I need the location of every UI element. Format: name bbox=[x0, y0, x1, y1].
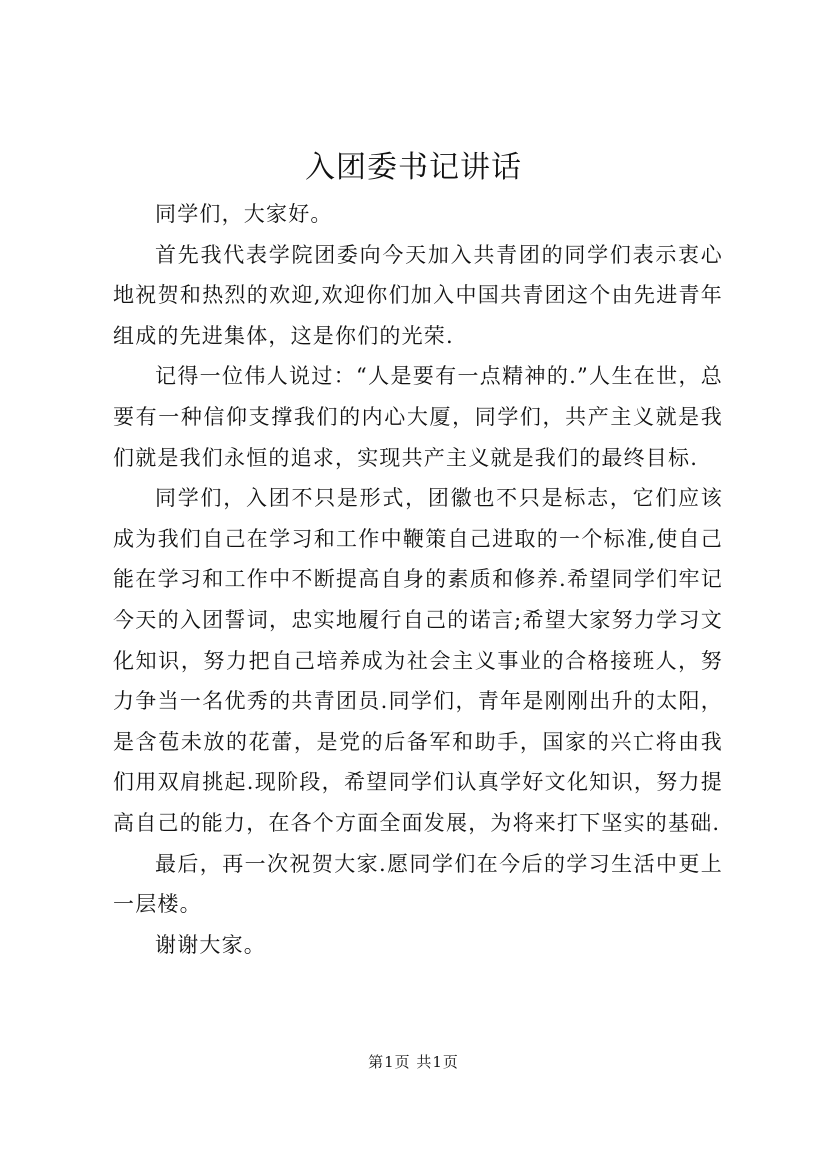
paragraph-thanks: 谢谢大家。 bbox=[155, 932, 266, 957]
paragraph-welcome: 首先我代表学院团委向今天加入共青团的同学们表示衷心地祝贺和热烈的欢迎,欢迎你们加入中国共青团这个由先进青年组成的先进集体，这是你们的光荣. bbox=[113, 242, 723, 348]
paragraph-closing: 最后，再一次祝贺大家.愿同学们在今后的学习生活中更上一层楼。 bbox=[113, 851, 723, 917]
document-title: 入团委书记讲话 bbox=[305, 150, 522, 185]
document-body bbox=[113, 194, 723, 965]
paragraph-quote: 记得一位伟人说过：“人是要有一点精神的.”人生在世，总要有一种信仰支撑我们的内心大厦，同学们，共产主义就是我们就是我们永恒的追求，实现共产主义就是我们的最终目标. bbox=[113, 364, 723, 470]
paragraph-expectations: 同学们，入团不只是形式，团徽也不只是标志，它们应该成为我们自己在学习和工作中鞭策自己进取的一个标准,使自己能在学习和工作中不断提高自身的素质和修养.希望同学们牢记今天的入团誓词，忠实地履行自己的诺言;希望大家努力学习文化知识，努力把自己培养成为社会主义事业的合格接班人，努力争当一名优秀的共青团员.同学们，青年是刚刚出升的太阳，是含苞未放的花蕾，是党的后备军和助手，国家的兴亡将由我们用双肩挑起.现阶段，希望同学们认真学好文化知识，努力提高自己的能力，在各个方面全面发展，为将来打下坚实的基础. bbox=[113, 486, 723, 835]
page-footer: 第1页 共1页 bbox=[368, 1053, 459, 1071]
paragraph-greeting: 同学们，大家好。 bbox=[155, 202, 333, 226]
